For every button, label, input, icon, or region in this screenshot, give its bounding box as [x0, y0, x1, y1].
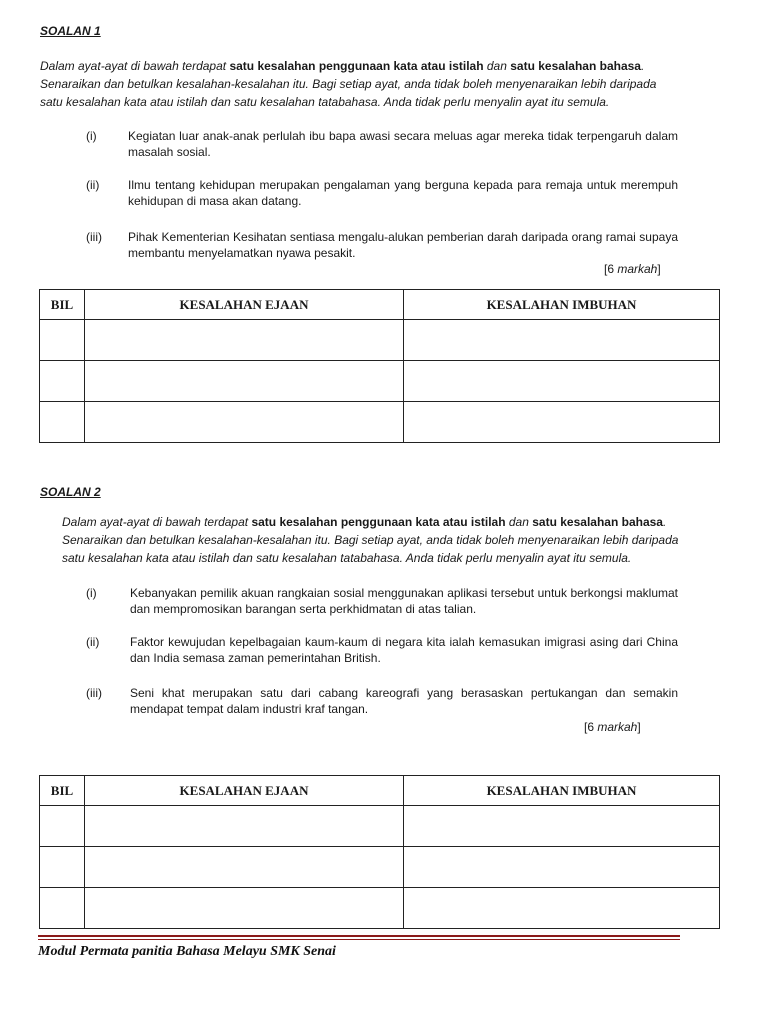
answer-cell[interactable] [85, 847, 404, 888]
table-header-row [40, 290, 720, 320]
table-row [40, 847, 720, 888]
table-row [40, 361, 720, 402]
answer-cell[interactable] [40, 847, 85, 888]
marks-close: ] [637, 720, 641, 734]
soalan-1-instructions [40, 57, 680, 111]
answer-cell[interactable] [40, 806, 85, 847]
table-header-row [40, 776, 720, 806]
soalan-1-title: SOALAN 1 [40, 24, 101, 38]
item-number: (i) [86, 586, 97, 600]
instr-text: . Senaraikan dan betulkan kesalahan-kesalahan itu. Bagi setiap ayat, anda tidak boleh menyenaraikan lebih daripada satu kesalahan kata atau istilah dan satu kesalahan tatabahasa. Anda tidak perlu menyalin ayat itu semula. [62, 515, 679, 565]
answer-cell[interactable] [40, 320, 85, 361]
answer-cell[interactable] [404, 888, 720, 929]
col-bil-header: BIL [40, 776, 85, 806]
instr-text: dan [505, 515, 533, 529]
item-text: Seni khat merupakan satu dari cabang kareografi yang berasaskan pertukangan dan semakin mendapat tempat dalam industri kraf tangan. [130, 686, 678, 716]
answer-cell[interactable] [85, 806, 404, 847]
footer-text: Modul Permata panitia Bahasa Melayu SMK Senai [38, 944, 336, 959]
soalan-1-item-3 [86, 229, 678, 263]
marks-close: ] [657, 262, 661, 276]
footer-divider [38, 935, 680, 937]
item-text: Kegiatan luar anak-anak perlulah ibu bapa awasi secara meluas agar mereka tidak terpengaruh dalam masalah sosial. [128, 129, 678, 159]
col-ejaan-header: KESALAHAN EJAAN [85, 290, 404, 320]
soalan-2-item-2 [86, 634, 678, 668]
instr-bold-text: satu kesalahan bahasa [532, 515, 663, 529]
instr-text: . Senaraikan dan betulkan kesalahan-kesalahan itu. Bagi setiap ayat, anda tidak boleh menyenaraikan lebih daripada satu kesalahan kata atau istilah dan satu kesalahan tatabahasa. Anda tidak perlu menyalin ayat itu semula. [40, 59, 657, 109]
soalan-1-item-1 [86, 128, 678, 162]
answer-cell[interactable] [85, 320, 404, 361]
soalan-2-instructions [62, 513, 680, 567]
soalan-1-answer-table [39, 289, 720, 443]
col-ejaan-header: KESALAHAN EJAAN [85, 776, 404, 806]
soalan-2-answer-table [39, 775, 720, 929]
marks-word: markah [597, 720, 638, 734]
footer-divider [38, 939, 680, 940]
item-number: (i) [86, 129, 97, 143]
instr-bold-text: satu kesalahan penggunaan kata atau istilah [229, 59, 484, 73]
table-row [40, 402, 720, 443]
table-row [40, 806, 720, 847]
answer-cell[interactable] [40, 888, 85, 929]
soalan-1-item-2 [86, 177, 678, 211]
item-text: Pihak Kementerian Kesihatan sentiasa mengalu-alukan pemberian darah daripada orang ramai supaya membantu menyelamatkan nyawa pesakit. [128, 230, 678, 260]
marks-open: [6 [584, 720, 598, 734]
soalan-2-item-1 [86, 585, 678, 619]
answer-cell[interactable] [85, 888, 404, 929]
instr-text: Dalam ayat-ayat di bawah terdapat [62, 515, 252, 529]
answer-cell[interactable] [404, 402, 720, 443]
col-imbuhan-header: KESALAHAN IMBUHAN [404, 776, 720, 806]
soalan-2-title: SOALAN 2 [40, 485, 101, 499]
item-text: Faktor kewujudan kepelbagaian kaum-kaum di negara kita ialah kemasukan imigrasi asing dari China dan India semasa zaman pemerintahan British. [130, 635, 678, 665]
item-number: (iii) [86, 686, 102, 700]
answer-cell[interactable] [85, 361, 404, 402]
answer-cell[interactable] [40, 402, 85, 443]
answer-cell[interactable] [404, 806, 720, 847]
soalan-2-item-3 [86, 685, 678, 719]
col-bil-header: BIL [40, 290, 85, 320]
marks-open: [6 [604, 262, 618, 276]
answer-cell[interactable] [404, 847, 720, 888]
answer-cell[interactable] [40, 361, 85, 402]
marks-word: markah [617, 262, 658, 276]
col-imbuhan-header: KESALAHAN IMBUHAN [404, 290, 720, 320]
item-text: Kebanyakan pemilik akuan rangkaian sosial menggunakan aplikasi tersebut untuk berkongsi maklumat dan mempromosikan barangan serta perkhidmatan di atas talian. [130, 586, 678, 616]
answer-cell[interactable] [404, 361, 720, 402]
instr-text: Dalam ayat-ayat di bawah terdapat [40, 59, 230, 73]
instr-bold-text: satu kesalahan penggunaan kata atau istilah [251, 515, 506, 529]
instr-bold-text: satu kesalahan bahasa [510, 59, 641, 73]
item-text: Ilmu tentang kehidupan merupakan pengalaman yang berguna kepada para remaja untuk merempuh kehidupan di masa akan datang. [128, 178, 678, 208]
item-number: (ii) [86, 178, 100, 192]
table-row [40, 888, 720, 929]
item-number: (iii) [86, 230, 102, 244]
soalan-1-marks [604, 262, 661, 276]
soalan-2-marks [584, 720, 641, 734]
answer-cell[interactable] [404, 320, 720, 361]
instr-text: dan [483, 59, 511, 73]
item-number: (ii) [86, 635, 100, 649]
table-row [40, 320, 720, 361]
answer-cell[interactable] [85, 402, 404, 443]
